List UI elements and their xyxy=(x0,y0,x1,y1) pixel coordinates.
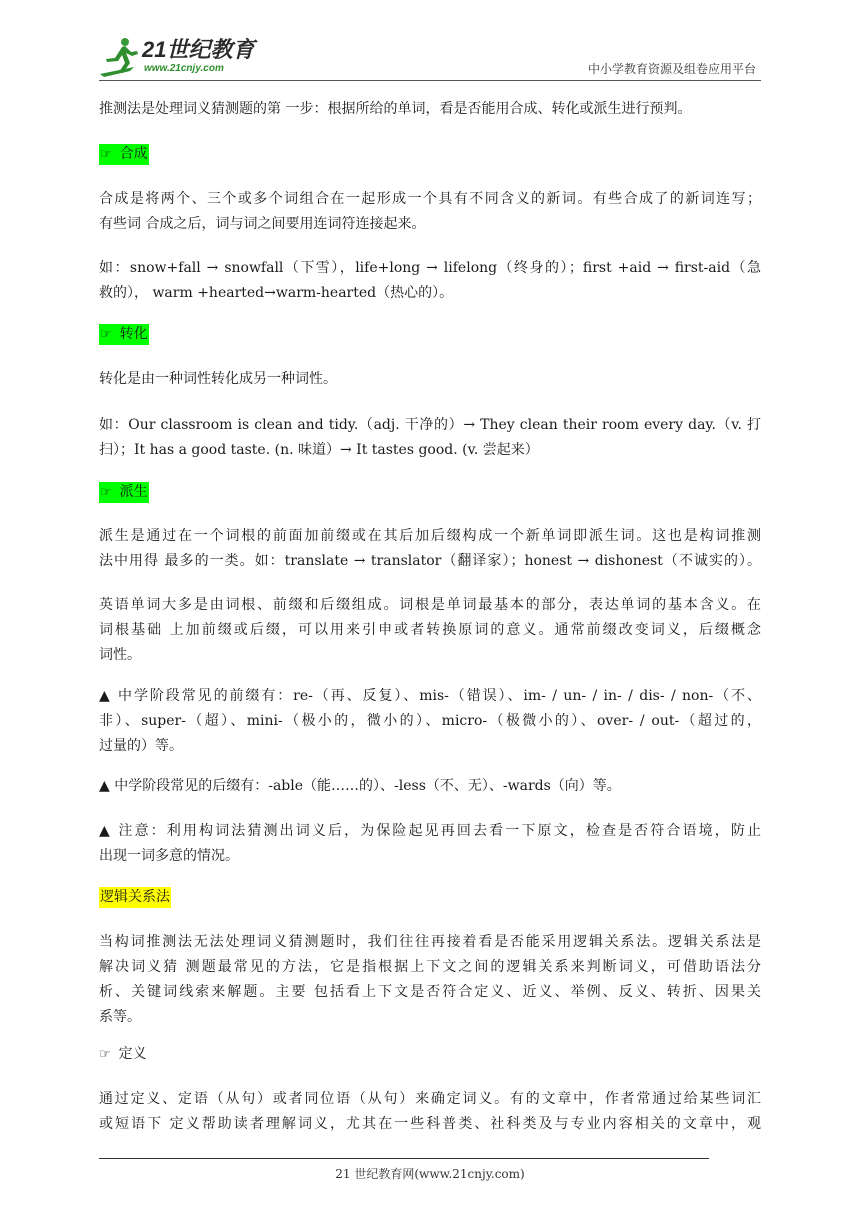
text-line: 扫）；It has a good taste. (n. 味道）→ It tastes good. (v. 尝起来） xyxy=(99,442,539,458)
suffix-list xyxy=(99,774,761,799)
pointing-hand-icon: ☞ xyxy=(100,147,112,162)
heading-compound xyxy=(99,144,149,165)
text-line: 系等。 xyxy=(99,1009,141,1025)
text-line: 解决词义猜 测题最常见的方法，它是指根据上下文之间的逻辑关系来判断词义，可借助语法分 xyxy=(99,959,761,975)
intro-paragraph xyxy=(99,97,761,122)
logo-text-main: 21世纪教育 xyxy=(142,37,255,62)
heading-label: 合成 xyxy=(119,146,148,162)
site-logo xyxy=(94,33,264,79)
text-line: 法中用得 最多的一类。如：translate → translator（翻译家）；honest → dishonest（不诚实的）。 xyxy=(99,553,761,569)
logo-text-sub: www.21cnjy.com xyxy=(144,63,224,74)
header-divider xyxy=(99,80,761,81)
logic-description xyxy=(99,930,761,1030)
heading-label: 转化 xyxy=(119,326,148,342)
compound-description xyxy=(99,187,761,237)
platform-tagline: 中小学教育资源及组卷应用平台 xyxy=(587,62,756,76)
text-line: 非）、super-（超）、mini-（极小的，微小的）、micro-（极微小的）、over- / out-（超过的， xyxy=(99,713,761,729)
pointing-hand-icon: ☞ xyxy=(99,1047,111,1062)
footer-text: 21 世纪教育网(www.21cnjy.com) xyxy=(335,1167,525,1181)
text-line: 过量的）等。 xyxy=(99,738,183,754)
runner-icon xyxy=(100,38,138,77)
text-line: 如：snow+fall → snowfall（下雪），life+long → lifelong（终身的）；first +aid → first-aid（急 xyxy=(99,260,761,276)
heading-label: 定义 xyxy=(118,1046,147,1062)
text-line: 或短语下 定义帮助读者理解词义，尤其在一些科普类、社科类及与专业内容相关的文章中，观 xyxy=(99,1116,761,1132)
text-line: 派生是通过在一个词根的前面加前缀或在其后加后缀构成一个新单词即派生词。这也是构词推测 xyxy=(99,528,761,544)
pointing-hand-icon: ☞ xyxy=(100,327,112,342)
prefix-list xyxy=(99,684,761,759)
heading-label: 逻辑关系法 xyxy=(100,889,170,905)
text-line: 词根基础 上加前缀或后缀，可以用来引申或者转换原词的意义。通常前缀改变词义，后缀概念 xyxy=(99,622,761,638)
text-line: 出现一词多意的情况。 xyxy=(99,848,239,864)
heading-logic xyxy=(99,887,171,908)
text-line: 析、关键词线索来解题。主要 包括看上下文是否符合定义、近义、举例、反义、转折、因果关 xyxy=(99,984,761,1000)
text-line: 通过定义、定语（从句）或者同位语（从句）来确定词义。有的文章中，作者常通过给某些词汇 xyxy=(99,1091,761,1107)
text-line: 当构词推测法无法处理词义猜测题时，我们往往再接着看是否能采用逻辑关系法。逻辑关系法是 xyxy=(99,934,761,950)
text-line: ▲ 注意：利用构词法猜测出词义后，为保险起见再回去看一下原文，检查是否符合语境，防止 xyxy=(99,823,761,839)
heading-definition xyxy=(99,1044,147,1065)
heading-conversion xyxy=(99,324,149,345)
definition-description xyxy=(99,1087,761,1137)
pointing-hand-icon: ☞ xyxy=(100,485,112,500)
text-line: ▲ 中学阶段常见的后缀有：-able（能……的）、-less（不、无）、-wards（向）等。 xyxy=(99,778,621,794)
conversion-description xyxy=(99,367,761,392)
text-line: 合成是将两个、三个或多个词组合在一起形成一个具有不同含义的新词。有些合成了的新词连写； xyxy=(99,191,761,207)
text-line: ▲ 中学阶段常见的前缀有：re-（再、反复）、mis-（错误）、im- / un- / in- / dis- / non-（不、 xyxy=(99,688,761,704)
heading-label: 派生 xyxy=(119,484,148,500)
note-paragraph xyxy=(99,819,761,869)
roots-description xyxy=(99,593,761,668)
text-line: 词性。 xyxy=(99,647,141,663)
footer-divider xyxy=(99,1158,709,1159)
text-line: 如：Our classroom is clean and tidy.（adj. 干净的）→ They clean their room every day.（v. 打 xyxy=(99,417,761,433)
conversion-example xyxy=(99,413,761,463)
text-line: 推测法是处理词义猜测题的第 一步：根据所给的单词，看是否能用合成、转化或派生进行预判。 xyxy=(99,101,692,117)
text-line: 转化是由一种词性转化成另一种词性。 xyxy=(99,371,337,387)
text-line: 救的）， warm +hearted→warm-hearted（热心的）。 xyxy=(99,285,454,301)
text-line: 英语单词大多是由词根、前缀和后缀组成。词根是单词最基本的部分，表达单词的基本含义。在 xyxy=(99,597,761,613)
compound-example xyxy=(99,256,761,306)
text-line: 有些词 合成之后，词与词之间要用连词符连接起来。 xyxy=(99,216,426,232)
derivation-description xyxy=(99,524,761,574)
heading-derivation xyxy=(99,482,149,503)
